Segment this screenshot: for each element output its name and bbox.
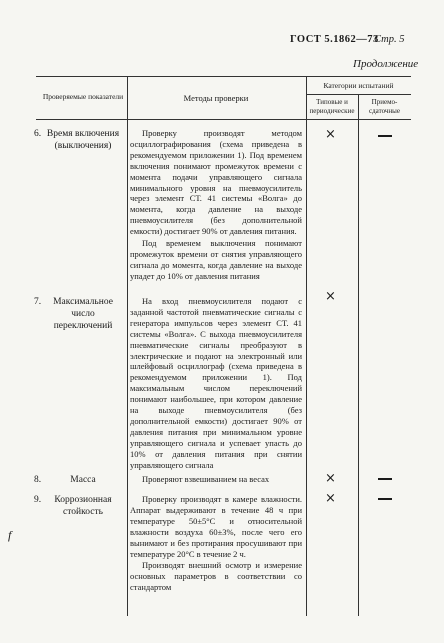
col-categories-header: Категории испытаний [323,81,394,90]
row-number: 9. [34,495,42,505]
column-divider [127,76,128,616]
indicator-name: Максимальное число переключений [53,297,113,331]
column-divider [358,94,359,616]
indicator-cell [34,128,124,152]
column-divider [306,76,307,616]
type-test-mark: × [325,127,336,142]
acceptance-test-dash [378,478,392,480]
indicator-cell [34,474,124,486]
method-cell [130,128,302,282]
indicator-name: Время включения (выключения) [46,129,120,151]
continued-label: Продолжение [353,58,419,70]
col-type-header: Типовые и периодические [309,98,355,115]
acceptance-test-dash [378,135,392,137]
type-test-mark: × [325,491,336,506]
method-paragraph: Проверку производят методом осциллографирования (схема приведена в рекомендуемом приложении 1). Под временем включения понимают промежуток времени с момента подачи управляющего сигнала минимального уровня на пневмоусилитель через элемент СТ. 41 системы «Волга» до момента, когда давление на выходе пневмоусилителя (без дополнительной емкости) достигает 90% от давления питания. [130,128,302,237]
indicator-cell [34,296,124,332]
type-test-mark: × [325,289,336,304]
method-cell [130,474,302,485]
acceptance-test-dash [378,498,392,500]
header-bottom-rule [36,119,411,120]
indicator-name: Коррозионная стойкость [54,495,112,517]
method-paragraph: Проверяют взвешиванием на весах [142,474,270,484]
method-paragraph: Проверку производят в камере влажности. Аппарат выдерживают в течение 48 ч при температуре 50±5°С и относительной влажности воздуха 60±3%, после чего его вынимают и без протирания просушивают при температуре 20°С в течение 2 ч. [130,494,302,559]
row-number: 8. [34,475,42,485]
type-test-mark: × [325,471,336,486]
standard-number: ГОСТ 5.1862—73 [290,34,379,45]
table-top-rule [36,76,411,77]
col-indicators-header: Проверяемые показатели [42,92,124,101]
indicator-name: Масса [70,475,96,485]
col-methods-header: Методы проверки [183,93,249,103]
method-cell [130,494,302,593]
page-number: Стр. 5 [374,34,405,45]
margin-mark: f [8,528,12,542]
indicator-cell [34,494,124,518]
row-number: 7. [34,297,42,307]
col-acceptance-header: Приемо-сдаточные [369,98,400,115]
method-paragraph: На вход пневмоусилителя подают с заданной частотой пневматические сигналы с генератора импульсов через элемент СТ. 41 системы «Волга». С выхода пневмоусилителя пневматические сигналы преобразуют в электрические и подают на электронный или шлейфовый осциллограф (схема приведена в рекомендуемом приложении 1). Под максимальным числом переключений понимают наибольшее, при котором давление на выходе пневмоусилителя (без дополнительной емкости) достигает 90% от давления питания при минимальном уровне управляющего сигнала и успевает упасть до 10% от давления питания при снятии управляющего сигнала [130,296,302,470]
row-number: 6. [34,129,42,139]
method-paragraph: Под временем выключения понимают промежуток времени от снятия управляющего сигнала до момента, когда давление на выходе упадет до 10% от давления питания [130,238,302,281]
method-cell [130,296,302,471]
method-paragraph: Производят внешний осмотр и измерение основных параметров в соответствии со стандартом [130,560,302,593]
